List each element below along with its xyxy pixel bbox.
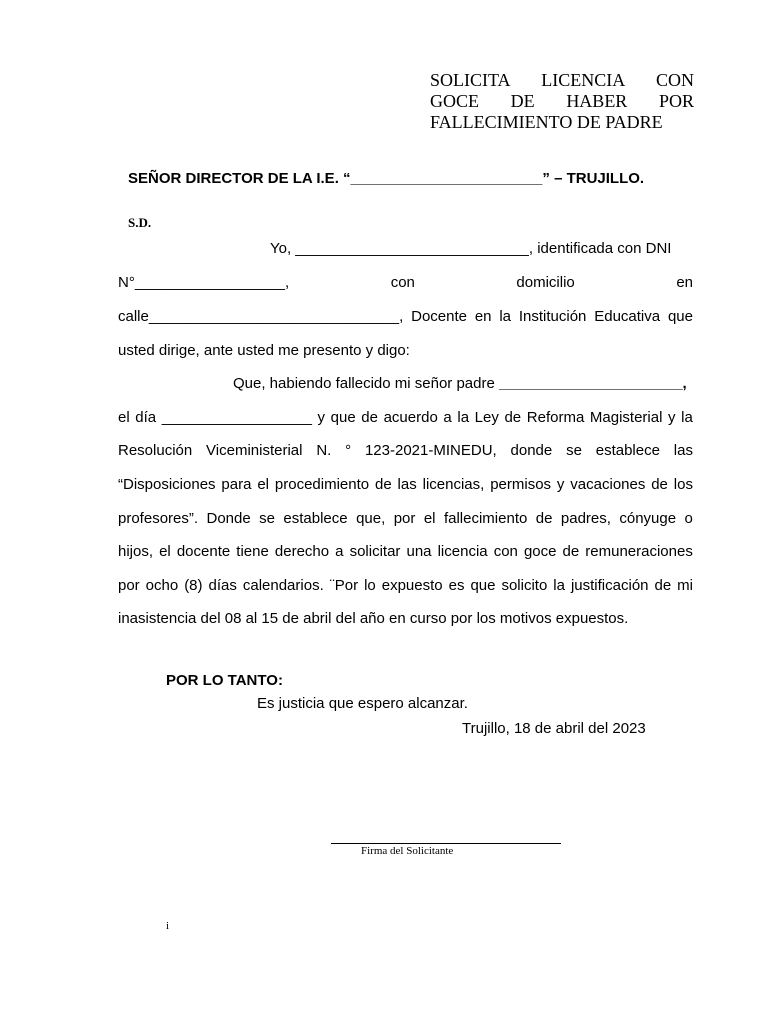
word: la (457, 409, 470, 426)
word: docente (176, 543, 231, 560)
word: Docente (411, 308, 467, 325)
word: Ley (474, 409, 499, 426)
word: profesores”. (118, 510, 199, 527)
word: N°__________________, (118, 274, 290, 291)
word: para (221, 476, 252, 493)
word: justificación (570, 577, 649, 594)
word: de (361, 409, 378, 426)
word: lo (364, 577, 376, 594)
body-line-4: usted dirige, ante usted me presento y digo: (118, 342, 410, 359)
word: en (676, 274, 693, 291)
body-line-11 (118, 577, 693, 595)
word: hijos, (118, 543, 154, 560)
word: día (135, 409, 157, 426)
signature-label: Firma del Solicitante (361, 845, 454, 857)
word: permisos (490, 476, 552, 493)
word: goce (523, 543, 557, 560)
word: las (673, 442, 693, 459)
word: el (257, 476, 270, 493)
addressee-heading: SEÑOR DIRECTOR DE LA I.E. “_______________________” – TRUJILLO. (128, 170, 645, 187)
body-line-1: Yo, ____________________________, identificada con DNI (270, 240, 672, 257)
subject-line-1: SOLICITA LICENCIA CON (430, 70, 694, 90)
footnote-mark: i (166, 920, 170, 932)
word: cónyuge (619, 510, 677, 527)
subject-line-3: FALLECIMIENTO DE PADRE (430, 112, 663, 132)
word: la (499, 308, 512, 325)
word: Viceministerial (206, 442, 303, 459)
word: ¨Por (329, 577, 359, 594)
word: derecho (274, 543, 330, 560)
word: de (504, 409, 522, 426)
word: de (535, 510, 553, 527)
word: la (681, 409, 693, 426)
word: que, (356, 510, 386, 527)
word: solicitar (349, 543, 401, 560)
justice-line: Es justicia que espero alcanzar. (257, 695, 468, 712)
subject-block (430, 70, 694, 133)
word: procedimiento (274, 476, 370, 493)
word: Resolución (118, 442, 193, 459)
word: (8) (184, 577, 203, 594)
word: padres, (560, 510, 611, 527)
body-line-3 (118, 308, 693, 326)
word: Donde (206, 510, 251, 527)
word: acuerdo (383, 409, 438, 426)
word: por (393, 510, 416, 527)
word: que (470, 577, 496, 594)
word: en (474, 308, 492, 325)
word: por (118, 577, 140, 594)
word: y (317, 409, 326, 426)
word: con (493, 543, 518, 560)
word: el (423, 510, 436, 527)
word: 123-2021-MINEDU, (364, 442, 497, 459)
word: el (118, 409, 130, 426)
word: establece (595, 442, 660, 459)
word: de (374, 476, 392, 493)
word: donde (510, 442, 553, 459)
word: es (448, 577, 465, 594)
body-line-5: Que, habiendo fallecido mi señor padre ______________________, (233, 375, 687, 392)
word: de (562, 543, 580, 560)
word: licencias, (422, 476, 485, 493)
word: y (668, 409, 676, 426)
body-line-7 (118, 442, 693, 460)
place-date: Trujillo, 18 de abril del 2023 (462, 720, 646, 737)
word: remuneraciones (585, 543, 693, 560)
body-line-10 (118, 543, 693, 561)
word: Reforma (526, 409, 585, 426)
word: a (335, 543, 344, 560)
body-line-12: inasistencia del 08 al 15 de abril del año en curso por los motivos expuestos. (118, 610, 629, 627)
body-line-6 (118, 409, 693, 427)
word: calendarios. (242, 577, 324, 594)
salutation: S.D. (128, 215, 152, 230)
word: días (208, 577, 237, 594)
word: “Disposiciones (118, 476, 216, 493)
word: a (443, 409, 452, 426)
word: se (566, 442, 582, 459)
word: establece (283, 510, 348, 527)
word: vacaciones (570, 476, 646, 493)
word: las (397, 476, 417, 493)
word: la (553, 577, 565, 594)
word: Educativa (594, 308, 661, 325)
word: solicito (501, 577, 548, 594)
signature-line (331, 843, 561, 844)
word: N. (316, 442, 332, 459)
word: se (259, 510, 275, 527)
word: Institución (518, 308, 587, 325)
word: fallecimiento (443, 510, 528, 527)
word: mi (677, 577, 693, 594)
body-line-2 (118, 274, 693, 292)
father-name-blank: ______________________, (499, 375, 687, 392)
word: y (556, 476, 565, 493)
word: de (654, 577, 672, 594)
body-line-8 (118, 476, 693, 494)
word: __________________ (161, 409, 312, 426)
word: ocho (145, 577, 179, 594)
body-line-9 (118, 510, 693, 528)
word: el (159, 543, 171, 560)
word: domicilio (516, 274, 575, 291)
word: tiene (236, 543, 269, 560)
word: licencia (437, 543, 488, 560)
word: calle______________________________, (118, 308, 404, 325)
word: o (684, 510, 693, 527)
word: que (330, 409, 356, 426)
por-lo-tanto-heading: POR LO TANTO: (166, 672, 283, 689)
word: de (651, 476, 668, 493)
word: que (667, 308, 693, 325)
word: los (673, 476, 693, 493)
word: Magisterial (589, 409, 663, 426)
word: expuesto (381, 577, 443, 594)
word: una (406, 543, 432, 560)
word: ° (345, 442, 352, 459)
word: con (390, 274, 415, 291)
subject-line-2: GOCE DE HABER POR (430, 91, 694, 111)
